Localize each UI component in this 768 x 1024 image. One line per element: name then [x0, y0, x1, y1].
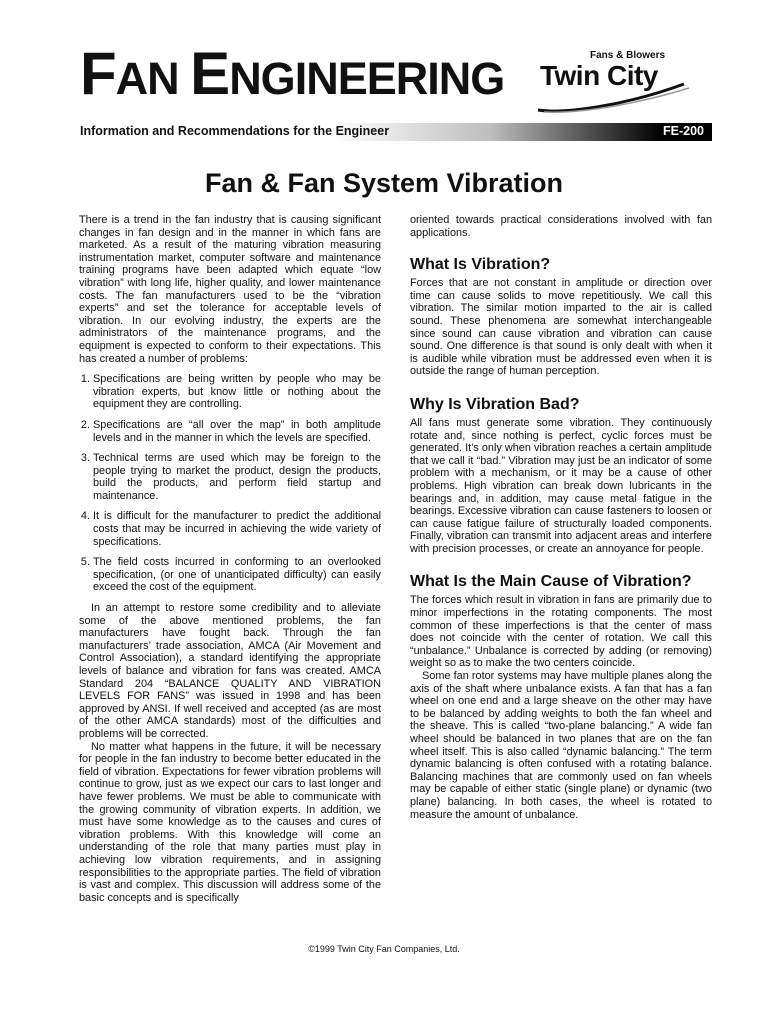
right-column — [410, 214, 712, 821]
section-heading-main-cause: What Is the Main Cause of Vibration? — [410, 573, 692, 591]
masthead-initial-e: E — [190, 40, 230, 107]
twin-city-logo — [534, 50, 694, 116]
section-heading-what-is-vibration: What Is Vibration? — [410, 256, 551, 274]
problems-list — [79, 373, 381, 594]
list-item: 3. Technical terms are used which may be foreign to the people trying to market the product, design the products, build the products, and perform field startup and maintenance. — [93, 452, 381, 502]
logo-brand: Twin City — [540, 60, 658, 91]
list-item: 5. The field costs incurred in conforming to an overlooked specification, (or one of unanticipated difficulty) can easily exceed the cost of the equipment. — [93, 556, 381, 594]
logo-tagline: Fans & Blowers — [590, 50, 666, 61]
subtitle-bar — [80, 123, 712, 141]
logo-swoosh-icon — [534, 80, 694, 114]
document-title: Fan & Fan System Vibration — [204, 168, 564, 198]
section-text-multiplane: Some fan rotor systems may have multiple planes along the axis of the shaft where unbalance exists. A fan that has a fan wheel on one end and a large sheave on the other may have to be balanced by adding weights to both the fan wheel and the sheave. This is called “two-plane balancing.” A wide fan wheel should be balanced in two planes that are on the fan wheel itself. This is also called “dynamic balancing.” The term dynamic balancing is often confused with a rotating balance. Balancing machines that are commonly used on fan wheels may be capable of either static (single plane) or dynamic (two plane) balancing. In both cases, the wheel is rotated to measure the amount of unbalance. — [410, 670, 712, 821]
section-text-what-is-vibration: Forces that are not constant in amplitude or direction over time can cause solids to move repetitiously. We call this vibration. The similar motion imparted to the air is called sound. These phenomena are somewhat interchangeable since sound can cause vibration and vibration can cause sound. One difference is that sound is only dealt with when it is audible while vibration must be addressed even when it is outside the range of human perception. — [410, 277, 712, 378]
list-item: 1. Specifications are being written by people who may be vibration experts, but know little or nothing about the equipment they are controlling. — [93, 373, 381, 411]
masthead-word-an: AN — [115, 53, 191, 104]
subtitle-text: Information and Recommendations for the Engineer — [80, 124, 390, 138]
amca-paragraph: In an attempt to restore some credibility and to alleviate some of the above mentioned problems, the fan manufacturers have fought back. Through the fan manufacturers’ trade association, AMCA (Air Movement and Control Association), a standard identifying the appropriate levels of balance and vibration for fans was created. AMCA Standard 204 “BALANCE QUALITY AND VIBRATION LEVELS FOR FANS” was issued in 1998 and has been approved by ANSI. If well received and accepted (as are most of the other AMCA standards) most of the difficulties and problems will be corrected. — [79, 602, 381, 740]
education-paragraph: No matter what happens in the future, it will be necessary for people in the fan industry to become better educated in the field of vibration. Expectations for fewer vibration problems will continue to grow, just as we expect our cars to last longer and have fewer problems. We must be able to communicate with the growing community of vibration experts. In addition, we must have some knowledge as to the causes and cures of vibration problems. With this knowledge will come an understanding of the role that many parties must play in achieving low vibration requirements, and in assigning responsibilities to the appropriate parties. The field of vibration is vast and complex. This discussion will address some of the basic concepts and is specifically — [79, 740, 381, 904]
intro-paragraph: There is a trend in the fan industry that is causing significant changes in fan design and in the manner in which fans are marketed. As a result of the maturing vibration measuring instrumentation market, computer software and maintenance training programs have been adapted which equate “low vibration” with long life, higher quality, and lower maintenance costs. The fan manufacturers used to be the “vibration experts” and set the tolerance for acceptable levels of vibration. In our evolving industry, the experts are the administrators of the maintenance programs, and the equipment is expected to conform to their expectations. This has created a number of problems: — [79, 214, 381, 365]
list-item: 2. Specifications are “all over the map” in both amplitude levels and in the manner in which the levels are specified. — [93, 419, 381, 444]
left-column — [79, 214, 381, 904]
continuation-paragraph: oriented towards practical considerations involved with fan applications. — [410, 214, 712, 239]
document-code: FE-200 — [663, 124, 704, 138]
copyright-footer: ©1999 Twin City Fan Companies, Ltd. — [308, 944, 460, 954]
masthead-word-ngineering: NGINEERING — [229, 53, 505, 104]
section-heading-why-bad: Why Is Vibration Bad? — [410, 395, 580, 413]
masthead-title — [80, 40, 505, 107]
list-item: 4. It is difficult for the manufacturer to predict the additional costs that may be incurred in achieving the wide variety of specifications. — [93, 510, 381, 548]
section-text-why-bad: All fans must generate some vibration. They continuously rotate and, since nothing is perfect, cyclic forces must be generated. It’s only when vibration reaches a certain amplitude that we call it “bad.” Vibration may just be an indicator of some problem with a mechanism, or it may be a cause of other problems. High vibration can break down lubricants in the bearings and, in addition, may cause metal fatigue in the bearings. Excessive vibration can cause fasteners to loosen or can cause fatigue failure of structurally loaded components. Finally, vibration can transmit into adjacent areas and interfere with precision processes, or create an annoyance for people. — [410, 416, 712, 555]
section-text-main-cause: The forces which result in vibration in fans are primarily due to minor imperfections in the rotating components. The most common of these imperfections is that the center of mass does not coincide with the center of rotation. We call this “unbalance.” Unbalance is corrected by adding (or removing) weight so as to make the two centers coincide. — [410, 594, 712, 670]
masthead-initial-f: F — [80, 40, 116, 107]
